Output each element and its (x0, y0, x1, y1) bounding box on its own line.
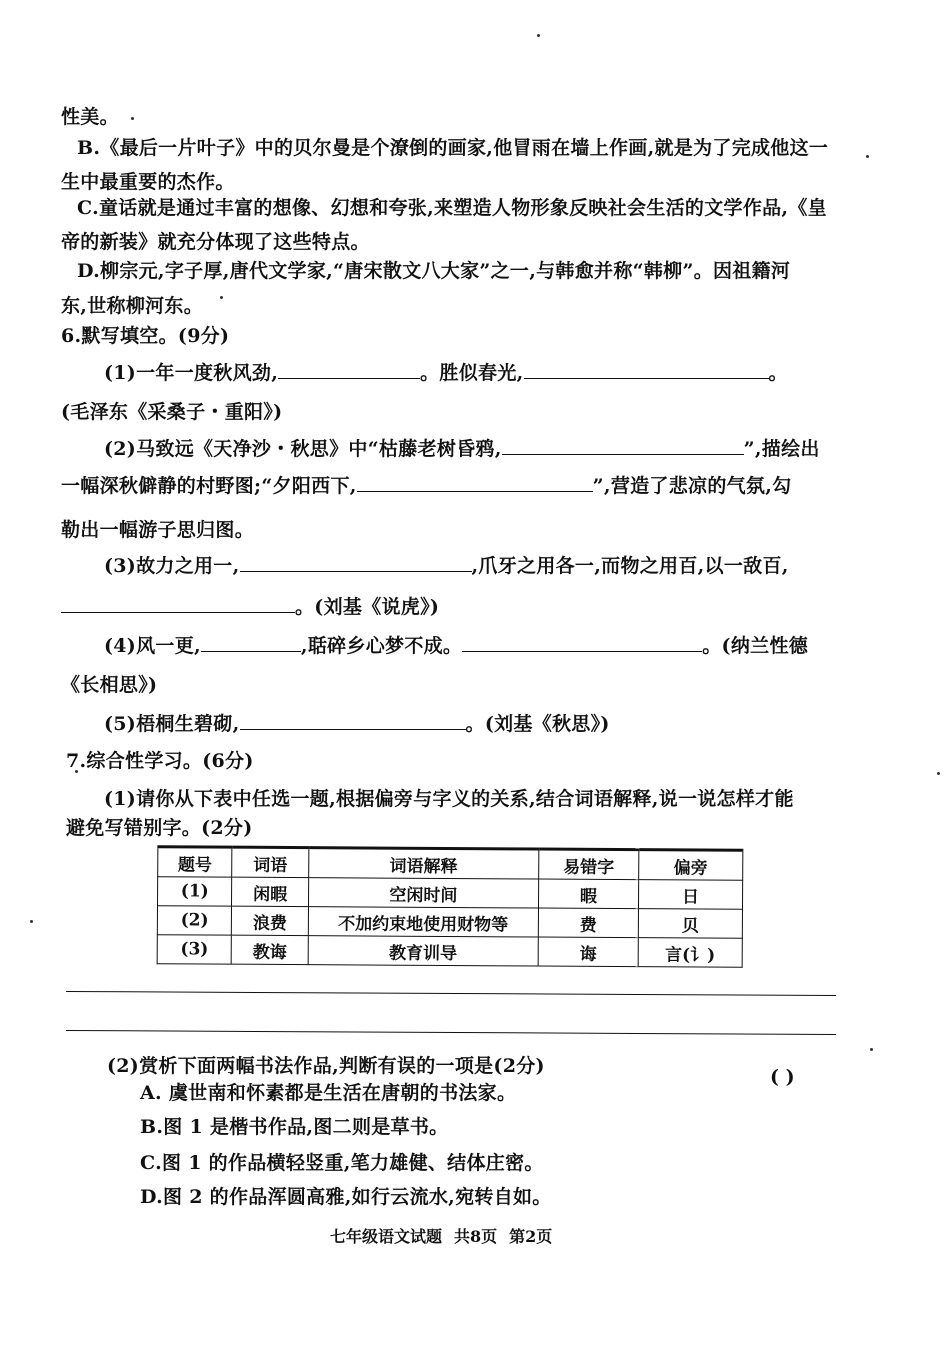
q6-blank-2a[interactable] (502, 436, 744, 455)
q6-item-5-text-b: 。(刘基《秋思》) (465, 713, 610, 735)
table-cell: 贝 (638, 909, 742, 939)
q6-blank-2b[interactable] (357, 473, 593, 492)
q7-part2-stem: (2)赏析下面两幅书法作品,判断有误的一项是(2分) (107, 1055, 545, 1077)
q6-item-4-text-a: (4)风一更, (104, 635, 201, 657)
q7-part1-line1: (1)请你从下表中任选一题,根据偏旁与字义的关系,结合词语解释,说一说怎样才能 (104, 788, 794, 810)
q6-blank-4b[interactable] (462, 633, 702, 652)
q7-option-b: B.图 1 是楷书作品,图二则是草书。 (140, 1116, 449, 1138)
table-cell: 暇 (538, 879, 638, 909)
table-header-cell: 词语 (232, 847, 308, 877)
scan-speck (866, 155, 869, 158)
q6-item-4-text-b: ,聒碎乡心梦不成。 (300, 635, 463, 657)
q6-item-3-text-b: ,爪牙之用各一,而物之用百,以一敌百, (471, 555, 789, 577)
q6-item-5 (104, 711, 610, 737)
table-cell: (3) (157, 935, 232, 964)
q6-item-2-text-d: ”,营造了悲凉的气氛,勾 (592, 475, 792, 497)
q6-blank-3a[interactable] (240, 553, 472, 572)
q6-item-1 (104, 360, 788, 386)
q7-answer-paren[interactable]: ( ) (770, 1066, 795, 1088)
q5-a-end: 性美。 (61, 106, 119, 128)
q6-blank-1b[interactable] (524, 360, 769, 379)
table-header-cell: 词语解释 (308, 848, 538, 879)
table-row (157, 906, 742, 939)
table-cell: 诲 (538, 937, 638, 967)
table-cell: 言(讠) (638, 938, 742, 968)
scan-speck (870, 1048, 873, 1051)
footer-total-pages: 共8页 (454, 1227, 498, 1246)
q6-item-3-text-c: 。(刘基《说虎》) (295, 596, 440, 618)
table-cell: 教育训导 (308, 936, 538, 966)
q6-item-1-text-a: (1)一年一度秋风劲, (104, 362, 279, 384)
q7-heading: 7.综合性学习。(6分) (66, 750, 254, 772)
q6-item-2-line3: 勒出一幅游子思归图。 (61, 519, 255, 541)
word-table (157, 845, 744, 968)
q6-item-2-line2 (61, 473, 791, 499)
table-header-cell: 偏旁 (639, 850, 743, 881)
q7-option-c: C.图 1 的作品横轻竖重,笔力雄健、结体庄密。 (140, 1152, 544, 1174)
scan-speck (537, 34, 540, 37)
q6-blank-4a[interactable] (201, 633, 301, 652)
q6-blank-3b[interactable] (61, 594, 295, 613)
q5-option-c-line2: 帝的新装》就充分体现了这些特点。 (61, 231, 370, 253)
table-cell: 不加约束地使用财物等 (308, 907, 538, 937)
q6-item-3-line2 (61, 594, 439, 620)
q7-option-a: A. 虞世南和怀素都是生活在唐朝的书法家。 (140, 1082, 517, 1104)
scan-speck (937, 772, 940, 775)
q6-item-2-text-c: 一幅深秋僻静的村野图;“夕阳西下, (61, 475, 357, 497)
scan-speck (220, 296, 223, 299)
table-row (157, 877, 742, 910)
q6-item-1-text-b: 。胜似春光, (420, 362, 524, 384)
table-cell: 空闲时间 (308, 878, 538, 908)
page-footer (330, 1224, 564, 1247)
q6-heading: 6.默写填空。(9分) (61, 325, 230, 347)
table-header-cell: 题号 (158, 847, 233, 877)
table-cell: 费 (538, 908, 638, 938)
q6-item-1-text-c: 。 (768, 362, 788, 384)
q7-option-d: D.图 2 的作品浑圆高雅,如行云流水,宛转自如。 (140, 1186, 552, 1208)
q7-part1-line2: 避免写错别字。(2分) (66, 817, 253, 839)
q6-item-2-text-a: (2)马致远《天净沙・秋思》中“枯藤老树昏鸦, (104, 438, 502, 460)
q6-item-3-line1 (104, 553, 789, 579)
table-cell: (1) (157, 877, 232, 906)
q6-item-4-text-c: 。(纳兰性德 (702, 635, 809, 657)
q6-item-1-source: (毛泽东《采桑子・重阳》) (61, 401, 283, 423)
scan-speck (131, 117, 134, 120)
table-cell: (2) (157, 906, 232, 935)
table-row (157, 935, 742, 968)
q5-option-b-line1: B.《最后一片叶子》中的贝尔曼是个潦倒的画家,他冒雨在墙上作画,就是为了完成他这一 (77, 137, 829, 159)
table-cell: 教诲 (232, 935, 308, 964)
q5-option-b-line2: 生中最重要的杰作。 (61, 171, 235, 193)
answer-line-2[interactable] (66, 1030, 836, 1035)
answer-line-1[interactable] (66, 991, 836, 996)
q6-blank-1a[interactable] (278, 360, 420, 379)
q5-option-d-line2: 东,世称柳河东。 (61, 295, 204, 317)
table-cell: 日 (638, 880, 742, 910)
table-cell: 浪费 (232, 906, 308, 935)
q5-option-d-line1: D.柳宗元,字子厚,唐代文学家,“唐宋散文八大家”之一,与韩愈并称“韩柳”。因祖籍河 (77, 260, 791, 282)
q6-item-2-line1 (104, 436, 820, 462)
scan-speck (30, 920, 33, 923)
table-header-row (158, 847, 743, 881)
table-cell: 闲暇 (232, 877, 308, 906)
footer-title: 七年级语文试题 (330, 1227, 443, 1246)
q6-item-2-text-b: ”,描绘出 (743, 438, 820, 460)
q6-item-4-line1 (104, 633, 808, 659)
q6-item-3-text-a: (3)故力之用一, (104, 555, 240, 577)
q5-option-c-line1: C.童话就是通过丰富的想像、幻想和夸张,来塑造人物形象反映社会生活的文学作品,《皇 (77, 197, 827, 219)
q6-item-4-line2: 《长相思》) (61, 674, 158, 696)
table-header-cell: 易错字 (539, 849, 639, 880)
footer-page-number: 第2页 (509, 1227, 553, 1246)
q6-blank-5[interactable] (240, 711, 466, 730)
q6-item-5-text-a: (5)梧桐生碧砌, (104, 713, 240, 735)
